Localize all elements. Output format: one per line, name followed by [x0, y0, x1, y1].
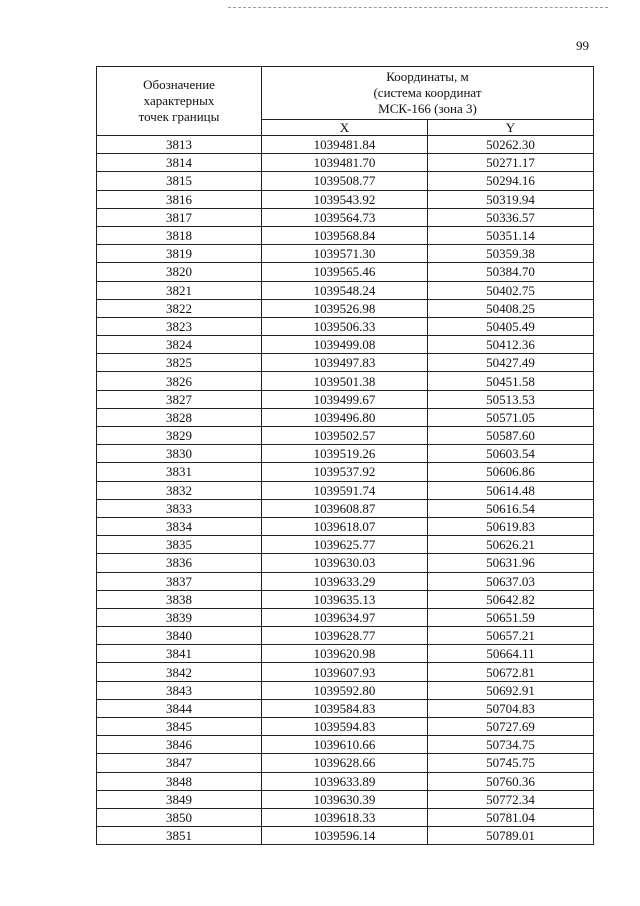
point-id-cell: 3836	[97, 554, 262, 572]
x-coordinate-cell: 1039568.84	[262, 226, 428, 244]
header-point-line: характерных	[143, 93, 215, 108]
y-coordinate-cell: 50637.03	[428, 572, 594, 590]
x-coordinate-cell: 1039618.33	[262, 808, 428, 826]
x-coordinate-cell: 1039543.92	[262, 190, 428, 208]
x-coordinate-cell: 1039584.83	[262, 699, 428, 717]
coordinates-table	[96, 66, 594, 845]
table-row	[97, 681, 594, 699]
table-row	[97, 772, 594, 790]
table-row	[97, 645, 594, 663]
y-coordinate-cell: 50734.75	[428, 736, 594, 754]
table-body	[97, 136, 594, 845]
point-id-cell: 3828	[97, 408, 262, 426]
y-coordinate-cell: 50606.86	[428, 463, 594, 481]
y-coordinate-cell: 50704.83	[428, 699, 594, 717]
table-row	[97, 317, 594, 335]
y-coordinate-cell: 50351.14	[428, 226, 594, 244]
point-id-cell: 3850	[97, 808, 262, 826]
x-coordinate-cell: 1039635.13	[262, 590, 428, 608]
table-row	[97, 554, 594, 572]
x-coordinate-cell: 1039625.77	[262, 536, 428, 554]
y-coordinate-cell: 50271.17	[428, 154, 594, 172]
x-coordinate-cell: 1039633.89	[262, 772, 428, 790]
y-coordinate-cell: 50513.53	[428, 390, 594, 408]
y-coordinate-cell: 50781.04	[428, 808, 594, 826]
y-coordinate-cell: 50294.16	[428, 172, 594, 190]
x-coordinate-cell: 1039628.66	[262, 754, 428, 772]
table-row	[97, 245, 594, 263]
x-coordinate-cell: 1039497.83	[262, 354, 428, 372]
y-coordinate-cell: 50384.70	[428, 263, 594, 281]
table-row	[97, 590, 594, 608]
point-id-cell: 3835	[97, 536, 262, 554]
y-coordinate-cell: 50745.75	[428, 754, 594, 772]
x-coordinate-cell: 1039633.29	[262, 572, 428, 590]
point-id-cell: 3834	[97, 517, 262, 535]
point-id-cell: 3845	[97, 718, 262, 736]
table-row	[97, 627, 594, 645]
table-row	[97, 481, 594, 499]
table-row	[97, 827, 594, 845]
header-y: Y	[428, 119, 594, 135]
x-coordinate-cell: 1039501.38	[262, 372, 428, 390]
point-id-cell: 3837	[97, 572, 262, 590]
y-coordinate-cell: 50571.05	[428, 408, 594, 426]
x-coordinate-cell: 1039506.33	[262, 317, 428, 335]
x-coordinate-cell: 1039618.07	[262, 517, 428, 535]
y-coordinate-cell: 50672.81	[428, 663, 594, 681]
y-coordinate-cell: 50657.21	[428, 627, 594, 645]
y-coordinate-cell: 50405.49	[428, 317, 594, 335]
point-id-cell: 3822	[97, 299, 262, 317]
y-coordinate-cell: 50402.75	[428, 281, 594, 299]
y-coordinate-cell: 50319.94	[428, 190, 594, 208]
table-row	[97, 718, 594, 736]
table-row	[97, 136, 594, 154]
table-row	[97, 808, 594, 826]
x-coordinate-cell: 1039634.97	[262, 608, 428, 626]
x-coordinate-cell: 1039548.24	[262, 281, 428, 299]
top-dashed-rule	[228, 7, 608, 8]
point-id-cell: 3841	[97, 645, 262, 663]
table-row	[97, 608, 594, 626]
point-id-cell: 3838	[97, 590, 262, 608]
x-coordinate-cell: 1039571.30	[262, 245, 428, 263]
y-coordinate-cell: 50727.69	[428, 718, 594, 736]
point-id-cell: 3825	[97, 354, 262, 372]
point-id-cell: 3821	[97, 281, 262, 299]
x-coordinate-cell: 1039502.57	[262, 427, 428, 445]
point-id-cell: 3833	[97, 499, 262, 517]
table-row	[97, 299, 594, 317]
x-coordinate-cell: 1039630.39	[262, 790, 428, 808]
x-coordinate-cell: 1039537.92	[262, 463, 428, 481]
x-coordinate-cell: 1039608.87	[262, 499, 428, 517]
point-id-cell: 3839	[97, 608, 262, 626]
point-id-cell: 3832	[97, 481, 262, 499]
x-coordinate-cell: 1039596.14	[262, 827, 428, 845]
x-coordinate-cell: 1039499.67	[262, 390, 428, 408]
header-coordinates	[262, 67, 594, 120]
table-row	[97, 499, 594, 517]
table-row	[97, 226, 594, 244]
point-id-cell: 3820	[97, 263, 262, 281]
table-row	[97, 463, 594, 481]
table-row	[97, 699, 594, 717]
table-row	[97, 790, 594, 808]
x-coordinate-cell: 1039564.73	[262, 208, 428, 226]
x-coordinate-cell: 1039526.98	[262, 299, 428, 317]
x-coordinate-cell: 1039519.26	[262, 445, 428, 463]
table-row	[97, 736, 594, 754]
header-point-line: Обозначение	[143, 77, 215, 92]
x-coordinate-cell: 1039630.03	[262, 554, 428, 572]
y-coordinate-cell: 50616.54	[428, 499, 594, 517]
y-coordinate-cell: 50619.83	[428, 517, 594, 535]
point-id-cell: 3831	[97, 463, 262, 481]
point-id-cell: 3815	[97, 172, 262, 190]
point-id-cell: 3846	[97, 736, 262, 754]
y-coordinate-cell: 50789.01	[428, 827, 594, 845]
x-coordinate-cell: 1039481.84	[262, 136, 428, 154]
table-row	[97, 445, 594, 463]
page-number: 99	[576, 38, 589, 53]
point-id-cell: 3848	[97, 772, 262, 790]
point-id-cell: 3830	[97, 445, 262, 463]
point-id-cell: 3847	[97, 754, 262, 772]
table-row	[97, 408, 594, 426]
point-id-cell: 3829	[97, 427, 262, 445]
point-id-cell: 3819	[97, 245, 262, 263]
y-coordinate-cell: 50692.91	[428, 681, 594, 699]
table-row	[97, 172, 594, 190]
y-coordinate-cell: 50760.36	[428, 772, 594, 790]
table-row	[97, 517, 594, 535]
table-row	[97, 536, 594, 554]
y-coordinate-cell: 50359.38	[428, 245, 594, 263]
table-row	[97, 390, 594, 408]
x-coordinate-cell: 1039607.93	[262, 663, 428, 681]
header-x: X	[262, 119, 428, 135]
y-coordinate-cell: 50772.34	[428, 790, 594, 808]
y-coordinate-cell: 50427.49	[428, 354, 594, 372]
point-id-cell: 3816	[97, 190, 262, 208]
point-id-cell: 3840	[97, 627, 262, 645]
point-id-cell: 3823	[97, 317, 262, 335]
header-coords-line: (система координат	[373, 84, 482, 100]
point-id-cell: 3844	[97, 699, 262, 717]
point-id-cell: 3849	[97, 790, 262, 808]
header-point-designation	[97, 67, 262, 136]
table-row	[97, 427, 594, 445]
y-coordinate-cell: 50587.60	[428, 427, 594, 445]
point-id-cell: 3813	[97, 136, 262, 154]
x-coordinate-cell: 1039508.77	[262, 172, 428, 190]
x-coordinate-cell: 1039620.98	[262, 645, 428, 663]
y-coordinate-cell: 50651.59	[428, 608, 594, 626]
table-row	[97, 281, 594, 299]
header-point-line: точек границы	[138, 109, 220, 124]
point-id-cell: 3817	[97, 208, 262, 226]
y-coordinate-cell: 50614.48	[428, 481, 594, 499]
point-id-cell: 3851	[97, 827, 262, 845]
y-coordinate-cell: 50631.96	[428, 554, 594, 572]
point-id-cell: 3818	[97, 226, 262, 244]
table-row	[97, 354, 594, 372]
header-coords-line: Координаты, м	[386, 68, 469, 84]
y-coordinate-cell: 50336.57	[428, 208, 594, 226]
point-id-cell: 3843	[97, 681, 262, 699]
y-coordinate-cell: 50664.11	[428, 645, 594, 663]
y-coordinate-cell: 50626.21	[428, 536, 594, 554]
point-id-cell: 3827	[97, 390, 262, 408]
point-id-cell: 3824	[97, 336, 262, 354]
y-coordinate-cell: 50451.58	[428, 372, 594, 390]
point-id-cell: 3826	[97, 372, 262, 390]
x-coordinate-cell: 1039481.70	[262, 154, 428, 172]
point-id-cell: 3842	[97, 663, 262, 681]
table-row	[97, 372, 594, 390]
y-coordinate-cell: 50262.30	[428, 136, 594, 154]
table-row	[97, 154, 594, 172]
table-row	[97, 336, 594, 354]
x-coordinate-cell: 1039594.83	[262, 718, 428, 736]
x-coordinate-cell: 1039496.80	[262, 408, 428, 426]
y-coordinate-cell: 50603.54	[428, 445, 594, 463]
table-row	[97, 663, 594, 681]
y-coordinate-cell: 50642.82	[428, 590, 594, 608]
x-coordinate-cell: 1039628.77	[262, 627, 428, 645]
x-coordinate-cell: 1039592.80	[262, 681, 428, 699]
x-coordinate-cell: 1039591.74	[262, 481, 428, 499]
y-coordinate-cell: 50412.36	[428, 336, 594, 354]
y-coordinate-cell: 50408.25	[428, 299, 594, 317]
table-row	[97, 208, 594, 226]
table-row	[97, 572, 594, 590]
x-coordinate-cell: 1039565.46	[262, 263, 428, 281]
x-coordinate-cell: 1039499.08	[262, 336, 428, 354]
point-id-cell: 3814	[97, 154, 262, 172]
header-coords-line: МСК-166 (зона 3)	[378, 100, 477, 116]
x-coordinate-cell: 1039610.66	[262, 736, 428, 754]
table-row	[97, 754, 594, 772]
table-row	[97, 263, 594, 281]
table-row	[97, 190, 594, 208]
